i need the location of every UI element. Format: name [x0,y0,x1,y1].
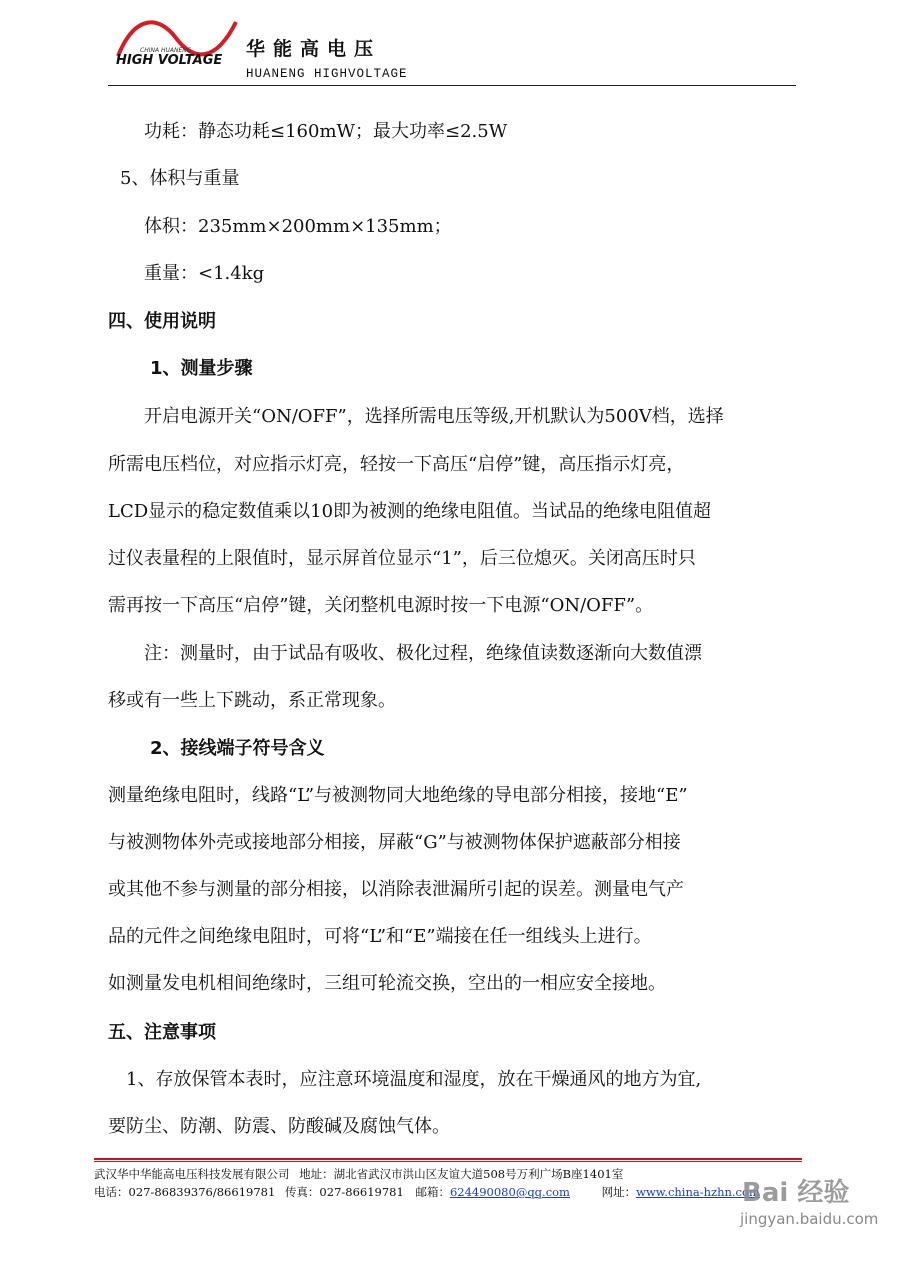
power-consumption: 功耗：静态功耗≤160mW；最大功率≤2.5W [144,121,508,142]
notice-line: 要防尘、防潮、防震、防酸碱及腐蚀气体。 [108,1116,450,1137]
note-line: 注：测量时，由于试品有吸收、极化过程，绝缘值读数逐渐向大数值漂 [144,643,702,664]
footer-company: 武汉华中华能高电压科技发展有限公司 [94,1167,290,1181]
step1-line: 过仪表量程的上限值时，显示屏首位显示“1”，后三位熄灭。关闭高压时只 [108,548,696,569]
step2-line: 与被测物体外壳或接地部分相接，屏蔽“G”与被测物体保护遮蔽部分相接 [108,832,681,853]
footer-email-label: 邮箱： [415,1185,450,1199]
step2-line: 如测量发电机相间绝缘时，三组可轮流交换，空出的一相应安全接地。 [108,973,666,994]
baidu-watermark-url: jingyan.baidu.com [740,1210,879,1228]
weight-spec: 重量：<1.4kg [144,263,265,284]
section-5-notice-heading: 五、注意事项 [108,1022,216,1043]
section-5-title: 5、体积与重量 [120,168,240,189]
footer-fax: 传真：027-86619781 [284,1185,404,1199]
header-divider [108,85,796,86]
step-1-heading: 1、测量步骤 [150,358,253,379]
step1-line: 开启电源开关“ON/OFF”，选择所需电压等级,开机默认为500V档，选择 [144,406,724,427]
step2-line: 品的元件之间绝缘电阻时，可将“L”和“E”端接在任一组线头上进行。 [108,926,652,947]
step2-line: 测量绝缘电阻时，线路“L”与被测物同大地绝缘的导电部分相接，接地“E” [108,785,688,806]
footer-address: 地址：湖北省武汉市洪山区友谊大道508号万利广场B座1401室 [299,1167,624,1181]
logo-top-text: CHINA HUANENG [140,47,192,54]
step1-line: LCD显示的稳定数值乘以10即为被测的绝缘电阻值。当试品的绝缘电阻值超 [108,501,712,522]
volume-spec: 体积：235mm×200mm×135mm； [144,216,452,237]
footer-email-link[interactable]: 624490080@qq.com [449,1185,570,1199]
step-2-heading: 2、接线端子符号含义 [150,738,325,759]
logo-main-text: HIGH VOLTAGE [116,53,223,68]
notice-line: 1、存放保管本表时，应注意环境温度和湿度，放在干燥通风的地方为宜, [126,1069,702,1090]
baidu-watermark: Bai 经验 [742,1178,850,1208]
step1-line: 需再按一下高压“启停”键，关闭整机电源时按一下电源“ON/OFF”。 [108,595,654,616]
step1-line: 所需电压档位，对应指示灯亮，轻按一下高压“启停”键，高压指示灯亮， [108,454,685,475]
step2-line: 或其他不参与测量的部分相接，以消除表泄漏所引起的误差。测量电气产 [108,879,684,900]
company-logo [112,12,240,68]
footer-line-2 [94,1184,760,1200]
footer-web-link[interactable]: www.china-hzhn.com [636,1185,760,1199]
footer-divider-thin [94,1161,802,1162]
footer-divider [94,1158,802,1160]
footer-web-label: 网址： [601,1185,637,1199]
brand-name-en: HUANENG HIGHVOLTAGE [246,67,408,81]
section-4-heading: 四、使用说明 [108,311,216,332]
note-line: 移或有一些上下跳动，系正常现象。 [108,690,396,711]
footer-line-1 [94,1166,623,1182]
brand-name-cn: 华能高电压 [246,38,382,60]
footer-phone: 电话：027-86839376/86619781 [94,1185,276,1199]
